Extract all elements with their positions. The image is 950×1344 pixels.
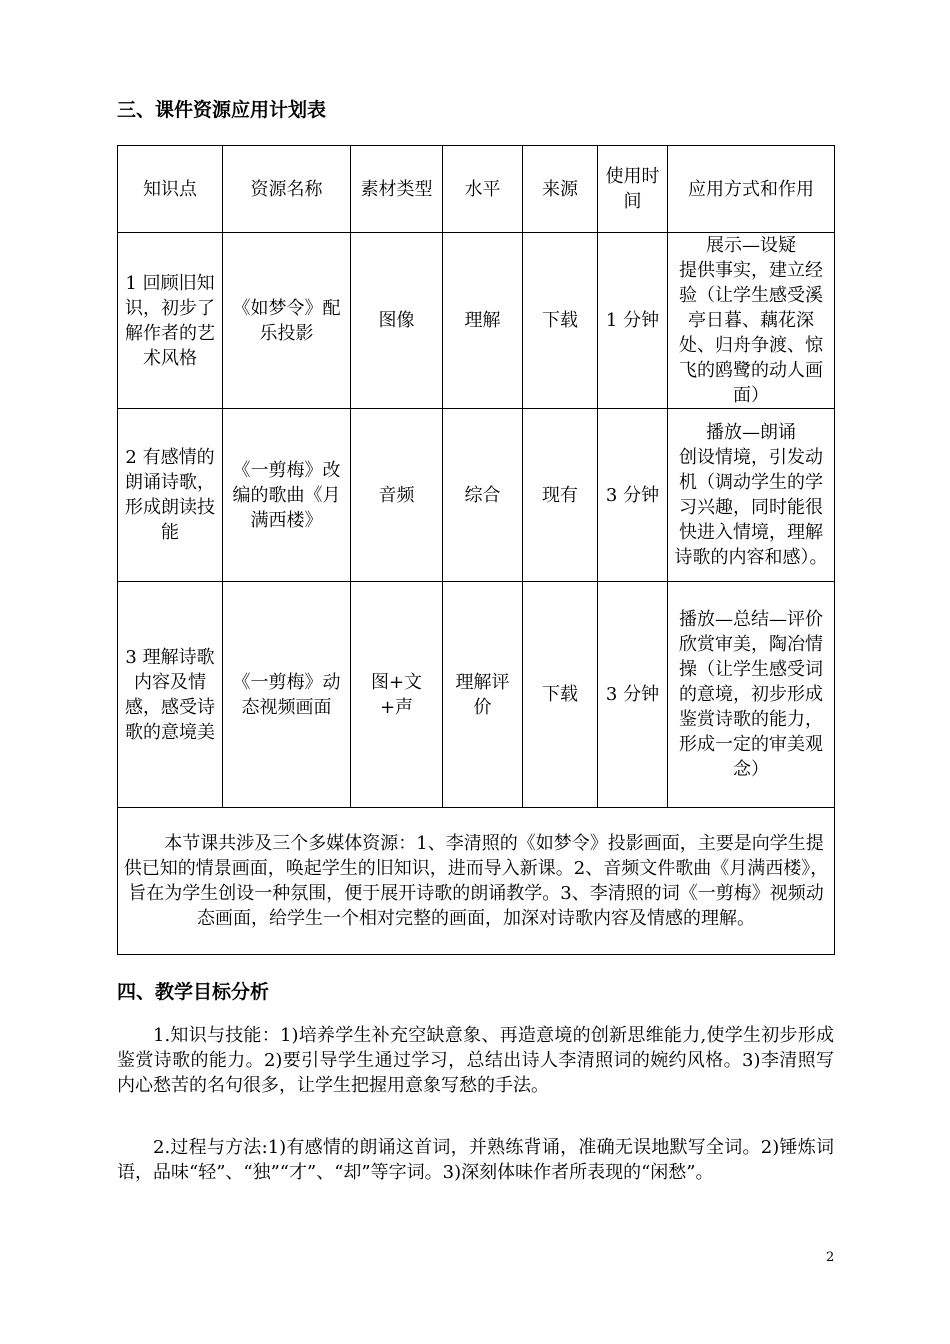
objective-paragraph-knowledge: 1.知识与技能：1)培养学生补充空缺意象、再造意境的创新思维能力,使学生初步形成鉴赏诗歌的能力。2)要引导学生通过学习，总结出诗人李清照词的婉约风格。3)李清照写内心愁苦的名句很多，让学生把握用意象写愁的手法。 [117,1025,834,1096]
application-body: 提供事实，建立经验（让学生感受溪亭日暮、藕花深处、归舟争渡、惊飞的鸥鹭的动人画面） [679,260,823,406]
cell-resource: 《一剪梅》动态视频画面 [223,582,351,808]
cell-type: 图+文+声 [351,582,443,808]
section-3-title: 三、课件资源应用计划表 [117,99,327,121]
page-number: 2 [826,1250,835,1265]
cell-application [668,233,835,409]
cell-time: 3 分钟 [598,409,668,582]
cell-application [668,582,835,808]
table-row [118,233,835,409]
cell-source: 下载 [523,582,598,808]
cell-knowledge: 2 有感情的朗诵诗歌，形成朗读技能 [118,409,223,582]
summary-row [118,808,835,955]
cell-application [668,409,835,582]
cell-type: 图像 [351,233,443,409]
summary-text: 本节课共涉及三个多媒体资源：1、李清照的《如梦令》投影画面，主要是向学生提供已知的情景画面，唤起学生的旧知识，进而导入新课。2、音频文件歌曲《月满西楼》，旨在为学生创设一种氛围，便于展开诗歌的朗诵教学。3、李清照的词《一剪梅》视频动态画面，给学生一个相对完整的画面，加深对诗歌内容及情感的理解。 [118,808,835,955]
cell-resource: 《如梦令》配乐投影 [223,233,351,409]
cell-source: 现有 [523,409,598,582]
application-title: 展示—设疑 [706,235,796,256]
cell-resource: 《一剪梅》改编的歌曲《月满西楼》 [223,409,351,582]
cell-knowledge: 1 回顾旧知识，初步了解作者的艺术风格 [118,233,223,409]
table-row [118,409,835,582]
cell-time: 1 分钟 [598,233,668,409]
application-title: 播放—总结—评价 [679,609,823,630]
cell-level: 理解评价 [443,582,523,808]
header-level: 水平 [443,146,523,233]
header-knowledge: 知识点 [118,146,223,233]
table-header-row [118,146,835,233]
cell-source: 下载 [523,233,598,409]
section-4-title: 四、教学目标分析 [117,981,270,1003]
application-title: 播放—朗诵 [706,422,796,443]
objective-paragraph-process: 2.过程与方法:1)有感情的朗诵这首词，并熟练背诵，准确无误地默写全词。2)锤炼词语，品味“轻”、“独”“才”、“却”等字词。3)深刻体味作者所表现的“闲愁”。 [117,1137,834,1183]
header-source: 来源 [523,146,598,233]
header-type: 素材类型 [351,146,443,233]
cell-time: 3 分钟 [598,582,668,808]
table-row [118,582,835,808]
header-resource: 资源名称 [223,146,351,233]
header-application: 应用方式和作用 [668,146,835,233]
cell-level: 综合 [443,409,523,582]
application-body: 欣赏审美，陶冶情操（让学生感受词的意境，初步形成鉴赏诗歌的能力，形成一定的审美观念） [679,634,823,780]
cell-knowledge: 3 理解诗歌内容及情感，感受诗歌的意境美 [118,582,223,808]
resource-plan-table [117,145,835,955]
header-time: 使用时间 [598,146,668,233]
cell-level: 理解 [443,233,523,409]
application-body: 创设情境，引发动机（调动学生的学习兴趣，同时能很快进入情境，理解诗歌的内容和感）。 [674,447,828,568]
cell-type: 音频 [351,409,443,582]
